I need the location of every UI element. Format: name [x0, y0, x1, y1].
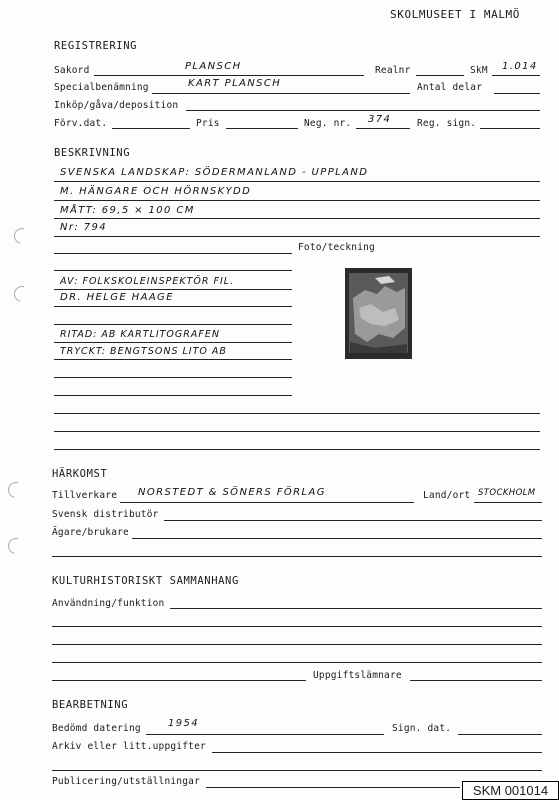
inkop-line [186, 110, 540, 111]
rule [54, 324, 292, 325]
publicering-line [206, 787, 460, 788]
land-value: STOCKHOLM [478, 488, 536, 498]
rule [54, 289, 292, 290]
desc2-line-1: AV: FOLKSKOLEINSPEKTÖR FIL. [60, 276, 235, 287]
realnr-label: Realnr [375, 65, 411, 76]
forv-line [112, 128, 190, 129]
inkop-label: Inköp/gåva/deposition [54, 100, 179, 111]
desc-line-3: MÅTT: 69,5 × 100 CM [60, 205, 195, 216]
datering-label: Bedömd datering [52, 723, 141, 734]
desc2-line-2: DR. HELGE HAAGE [60, 292, 174, 303]
antal-label: Antal delar [417, 82, 483, 93]
archive-id-stamp: SKM 001014 [462, 781, 559, 800]
rule [52, 556, 542, 557]
rule [54, 236, 540, 237]
rule [54, 377, 292, 378]
pris-line [226, 128, 298, 129]
rule [54, 270, 292, 271]
distributor-label: Svensk distributör [52, 509, 159, 520]
neg-label: Neg. nr. [304, 118, 352, 129]
rule [54, 413, 540, 414]
tillverkare-value: NORSTEDT & SÖNERS FÖRLAG [138, 487, 326, 498]
museum-title: SKOLMUSEET I MALMÖ [390, 8, 521, 21]
land-line [474, 502, 542, 503]
sakord-label: Sakord [54, 65, 90, 76]
desc2-line-3: RITAD: AB KARTLITOGRAFEN [60, 329, 220, 340]
rule [54, 359, 292, 360]
forv-label: Förv.dat. [54, 118, 108, 129]
special-value: KART PLANSCH [188, 78, 282, 89]
object-photo [345, 268, 412, 359]
desc2-line-4: TRYCKT: BENGTSONS LITO AB [60, 346, 227, 357]
publicering-label: Publicering/utställningar [52, 776, 200, 787]
rule [54, 253, 292, 254]
arkiv-line [212, 752, 542, 753]
desc-line-1: SVENSKA LANDSKAP: SÖDERMANLAND - UPPLAND [60, 167, 369, 178]
rule [52, 770, 542, 771]
rule [52, 644, 542, 645]
rule [54, 306, 292, 307]
desc-line-2: M. HÄNGARE OCH HÖRNSKYDD [60, 186, 252, 197]
rule [54, 342, 292, 343]
rule [54, 181, 540, 182]
reg-line [480, 128, 540, 129]
rule [54, 431, 540, 432]
arkiv-label: Arkiv eller litt.uppgifter [52, 741, 206, 752]
neg-value: 374 [368, 114, 392, 125]
agare-label: Ägare/brukare [52, 527, 129, 538]
special-line [152, 93, 410, 94]
rule [54, 200, 540, 201]
skm-line [492, 75, 540, 76]
section-beskrivning: BESKRIVNING [54, 147, 131, 159]
desc-line-4: Nr: 794 [60, 222, 108, 233]
realnr-line [416, 75, 464, 76]
skm-value: 1.014 [502, 61, 538, 72]
rule [54, 449, 540, 450]
neg-line [356, 128, 410, 129]
reg-label: Reg. sign. [417, 118, 477, 129]
punch-hole [5, 479, 27, 501]
antal-line [494, 93, 540, 94]
sakord-line [94, 75, 364, 76]
uppgift-label: Uppgiftslämnare [313, 670, 402, 681]
rule [52, 680, 306, 681]
foto-label: Foto/teckning [298, 242, 375, 253]
rule [52, 662, 542, 663]
special-label: Specialbenämning [54, 82, 149, 93]
datering-line [146, 734, 384, 735]
section-kultur: KULTURHISTORISKT SAMMANHANG [52, 575, 239, 587]
sakord-value: PLANSCH [185, 61, 242, 72]
sign-line [458, 734, 542, 735]
section-registrering: REGISTRERING [54, 40, 138, 52]
agare-line [132, 538, 542, 539]
anvandning-label: Användning/funktion [52, 598, 165, 609]
tillverkare-label: Tillverkare [52, 490, 118, 501]
rule [52, 626, 542, 627]
rule [54, 395, 292, 396]
land-label: Land/ort [423, 490, 471, 501]
punch-hole [11, 225, 33, 247]
distributor-line [164, 520, 542, 521]
section-harkomst: HÄRKOMST [52, 468, 108, 480]
pris-label: Pris [196, 118, 220, 129]
datering-value: 1954 [168, 718, 200, 729]
section-bearbetning: BEARBETNING [52, 699, 129, 711]
tillverkare-line [120, 502, 414, 503]
rule [54, 218, 540, 219]
sign-label: Sign. dat. [392, 723, 452, 734]
uppgift-line [410, 680, 542, 681]
punch-hole [5, 535, 27, 557]
anvandning-line [170, 608, 542, 609]
skm-label: SkM [470, 65, 488, 76]
punch-hole [11, 283, 33, 305]
